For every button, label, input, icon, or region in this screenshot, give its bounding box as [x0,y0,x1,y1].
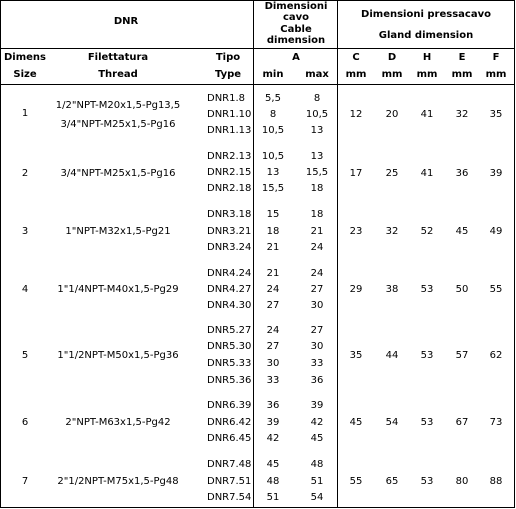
divider-cable-gland [337,0,338,508]
type-cell: DNR6.42 [207,417,252,428]
type-cell: DNR1.13 [207,125,252,136]
C-cell: 12 [349,109,363,120]
thread-cell: 1"1/4NPT-M40x1,5-Pg29 [57,284,179,295]
max-cell: 39 [310,400,324,411]
max-cell: 36 [310,375,324,386]
max-cell: 27 [310,284,324,295]
type-cell: DNR3.24 [207,242,252,253]
type-cell: DNR3.18 [207,209,252,220]
col-C: C [352,52,360,63]
size-cell: 5 [21,350,29,361]
type-cell: DNR4.24 [207,268,252,279]
F-cell: 35 [489,109,503,120]
thread-cell: 1"1/2NPT-M50x1,5-Pg36 [57,350,179,361]
thread-cell: 3/4"NPT-M25x1,5-Pg16 [60,168,176,179]
H-cell: 53 [420,476,434,487]
max-cell: 24 [310,268,324,279]
col-size-l1: Dimens [3,52,47,63]
C-cell: 55 [349,476,363,487]
F-cell: 88 [489,476,503,487]
min-cell: 33 [266,375,280,386]
D-cell: 20 [385,109,399,120]
H-cell: 41 [420,168,434,179]
header-bottom-line [0,84,515,85]
max-cell: 54 [310,492,324,503]
header-gland-l1: Dimensioni pressacavo [361,9,491,20]
type-cell: DNR6.45 [207,433,252,444]
col-min: min [262,69,284,80]
D-cell: 65 [385,476,399,487]
D-cell: 54 [385,417,399,428]
C-cell: 29 [349,284,363,295]
F-cell: 39 [489,168,503,179]
H-cell: 53 [420,350,434,361]
min-cell: 36 [266,400,280,411]
H-cell: 52 [420,226,434,237]
max-cell: 8 [313,93,321,104]
C-cell: 35 [349,350,363,361]
max-cell: 51 [310,476,324,487]
min-cell: 27 [266,341,280,352]
divider-dnr-cable [253,0,254,508]
size-cell: 3 [21,226,29,237]
type-cell: DNR1.8 [207,93,246,104]
H-cell: 53 [420,284,434,295]
size-cell: 6 [21,417,29,428]
col-thread-l1: Filettatura [87,52,149,63]
E-cell: 45 [455,226,469,237]
col-mm-E: mm [451,69,473,80]
max-cell: 18 [310,183,324,194]
E-cell: 32 [455,109,469,120]
min-cell: 42 [266,433,280,444]
thread-cell: 2"NPT-M63x1,5-Pg42 [65,417,171,428]
min-cell: 30 [266,358,280,369]
type-cell: DNR5.36 [207,375,252,386]
min-cell: 48 [266,476,280,487]
size-cell: 7 [21,476,29,487]
col-mm-D: mm [381,69,403,80]
max-cell: 13 [310,151,324,162]
col-F: F [492,52,500,63]
max-cell: 27 [310,325,324,336]
F-cell: 49 [489,226,503,237]
type-cell: DNR3.21 [207,226,252,237]
min-cell: 8 [269,109,277,120]
thread-cell: 1"NPT-M32x1,5-Pg21 [65,226,171,237]
header-divider [0,48,515,49]
max-cell: 24 [310,242,324,253]
min-cell: 45 [266,459,280,470]
max-cell: 42 [310,417,324,428]
C-cell: 17 [349,168,363,179]
min-cell: 39 [266,417,280,428]
max-cell: 45 [310,433,324,444]
min-cell: 5,5 [265,93,281,104]
E-cell: 50 [455,284,469,295]
max-cell: 30 [310,300,324,311]
min-cell: 15 [266,209,280,220]
D-cell: 32 [385,226,399,237]
type-cell: DNR4.27 [207,284,252,295]
D-cell: 25 [385,168,399,179]
min-cell: 10,5 [261,151,285,162]
H-cell: 41 [420,109,434,120]
max-cell: 30 [310,341,324,352]
col-size-l2: Size [13,69,37,80]
F-cell: 62 [489,350,503,361]
thread-cell: 3/4"NPT-M25x1,5-Pg16 [60,119,176,130]
thread-cell: 1/2"NPT-M20x1,5-Pg13,5 [55,100,181,111]
type-cell: DNR2.18 [207,183,252,194]
col-mm-C: mm [345,69,367,80]
header-cable-l1: Dimensioni [264,1,328,12]
max-cell: 18 [310,209,324,220]
max-cell: 33 [310,358,324,369]
min-cell: 51 [266,492,280,503]
max-cell: 10,5 [305,109,329,120]
type-cell: DNR7.51 [207,476,252,487]
min-cell: 15,5 [261,183,285,194]
min-cell: 10,5 [261,125,285,136]
type-cell: DNR7.54 [207,492,252,503]
D-cell: 44 [385,350,399,361]
type-cell: DNR6.39 [207,400,252,411]
type-cell: DNR7.48 [207,459,252,470]
C-cell: 45 [349,417,363,428]
min-cell: 27 [266,300,280,311]
type-cell: DNR1.10 [207,109,252,120]
min-cell: 24 [266,284,280,295]
col-mm-H: mm [416,69,438,80]
E-cell: 80 [455,476,469,487]
col-H: H [422,52,432,63]
col-D: D [387,52,397,63]
size-cell: 1 [21,108,29,119]
F-cell: 73 [489,417,503,428]
header-gland-l2: Gland dimension [378,30,474,41]
col-E: E [458,52,466,63]
F-cell: 55 [489,284,503,295]
max-cell: 21 [310,226,324,237]
thread-cell: 2"1/2NPT-M75x1,5-Pg48 [57,476,179,487]
header-cable-l4: dimension [266,35,326,46]
col-thread-l2: Thread [98,69,138,80]
col-max: max [305,69,329,80]
type-cell: DNR5.30 [207,341,252,352]
min-cell: 24 [266,325,280,336]
C-cell: 23 [349,226,363,237]
E-cell: 36 [455,168,469,179]
E-cell: 67 [455,417,469,428]
header-cable-l2: cavo [282,12,310,23]
max-cell: 48 [310,459,324,470]
D-cell: 38 [385,284,399,295]
min-cell: 13 [266,167,280,178]
header-dnr: DNR [113,16,139,27]
E-cell: 57 [455,350,469,361]
type-cell: DNR2.15 [207,167,252,178]
max-cell: 15,5 [305,167,329,178]
H-cell: 53 [420,417,434,428]
col-type-l2: Type [214,69,242,80]
header-cable-l3: Cable [280,24,312,35]
type-cell: DNR5.27 [207,325,252,336]
col-A: A [292,52,300,63]
type-cell: DNR4.30 [207,300,252,311]
max-cell: 13 [310,125,324,136]
type-cell: DNR5.33 [207,358,252,369]
size-cell: 2 [21,168,29,179]
size-cell: 4 [21,284,29,295]
min-cell: 18 [266,226,280,237]
col-type-l1: Tipo [215,52,241,63]
type-cell: DNR2.13 [207,151,252,162]
min-cell: 21 [266,268,280,279]
col-mm-F: mm [485,69,507,80]
min-cell: 21 [266,242,280,253]
